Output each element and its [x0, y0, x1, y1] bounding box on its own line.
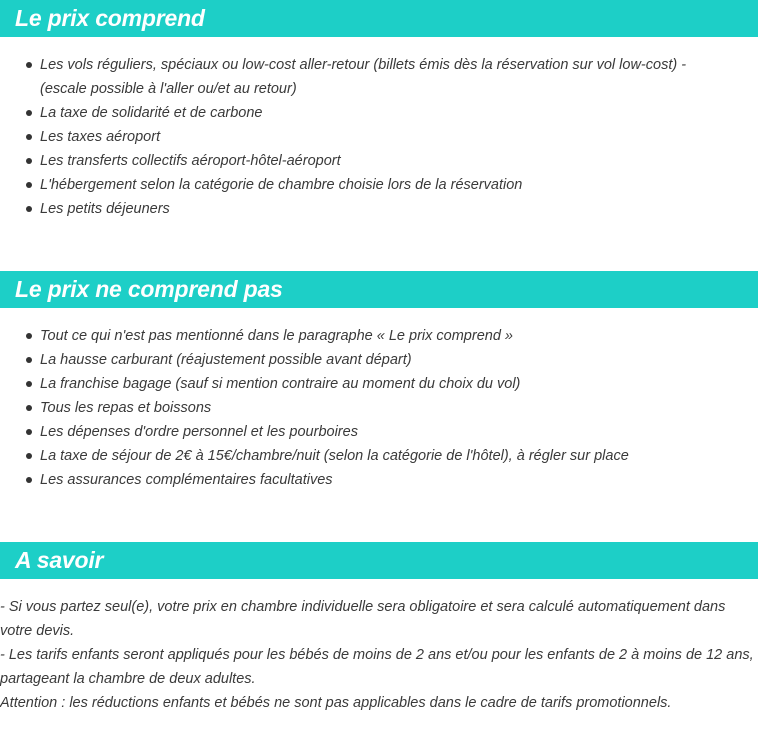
bullet-icon — [26, 110, 32, 116]
bullet-icon — [26, 381, 32, 387]
bullet-icon — [26, 206, 32, 212]
bullet-icon — [26, 405, 32, 411]
section-header-excluded — [0, 271, 758, 308]
info-text — [0, 595, 758, 715]
section-title-included: Le prix comprend — [15, 5, 205, 31]
bullet-icon — [26, 182, 32, 188]
list-item: La taxe de solidarité et de carbone — [0, 101, 758, 125]
bullet-icon — [26, 333, 32, 339]
bullet-icon — [26, 357, 32, 363]
info-paragraph: Attention : les réductions enfants et bébés ne sont pas applicables dans le cadre de tarifs promotionnels. — [0, 695, 672, 711]
bullet-icon — [26, 429, 32, 435]
section-header-included — [0, 0, 758, 37]
excluded-list — [0, 324, 758, 492]
list-item: La hausse carburant (réajustement possible avant départ) — [0, 348, 758, 372]
list-item: Les transferts collectifs aéroport-hôtel-aéroport — [0, 149, 758, 173]
list-item: Tous les repas et boissons — [0, 396, 758, 420]
info-paragraph: - Si vous partez seul(e), votre prix en chambre individuelle sera obligatoire et sera calculé automatiquement dans votre devis. — [0, 599, 726, 639]
list-item: Les taxes aéroport — [0, 125, 758, 149]
list-item: Les dépenses d'ordre personnel et les pourboires — [0, 420, 758, 444]
list-item: La taxe de séjour de 2€ à 15€/chambre/nuit (selon la catégorie de l'hôtel), à régler sur place — [0, 444, 758, 468]
section-title-info: A savoir — [15, 547, 104, 573]
bullet-icon — [26, 477, 32, 483]
info-paragraph: - Les tarifs enfants seront appliqués pour les bébés de moins de 2 ans et/ou pour les enfants de 2 à moins de 12 ans, partageant la chambre de deux adultes. — [0, 647, 754, 687]
bullet-icon — [26, 62, 32, 68]
section-title-excluded: Le prix ne comprend pas — [15, 276, 283, 302]
list-item: La franchise bagage (sauf si mention contraire au moment du choix du vol) — [0, 372, 758, 396]
list-item: Tout ce qui n'est pas mentionné dans le paragraphe « Le prix comprend » — [0, 324, 758, 348]
included-list — [0, 53, 758, 221]
bullet-icon — [26, 158, 32, 164]
bullet-icon — [26, 453, 32, 459]
section-header-info — [0, 542, 758, 579]
bullet-icon — [26, 134, 32, 140]
list-item: Les vols réguliers, spéciaux ou low-cost aller-retour (billets émis dès la réservation sur vol low-cost) - (escale possible à l'aller ou/et au retour) — [0, 53, 758, 101]
list-item: L'hébergement selon la catégorie de chambre choisie lors de la réservation — [0, 173, 758, 197]
list-item: Les assurances complémentaires facultatives — [0, 468, 758, 492]
list-item: Les petits déjeuners — [0, 197, 758, 221]
